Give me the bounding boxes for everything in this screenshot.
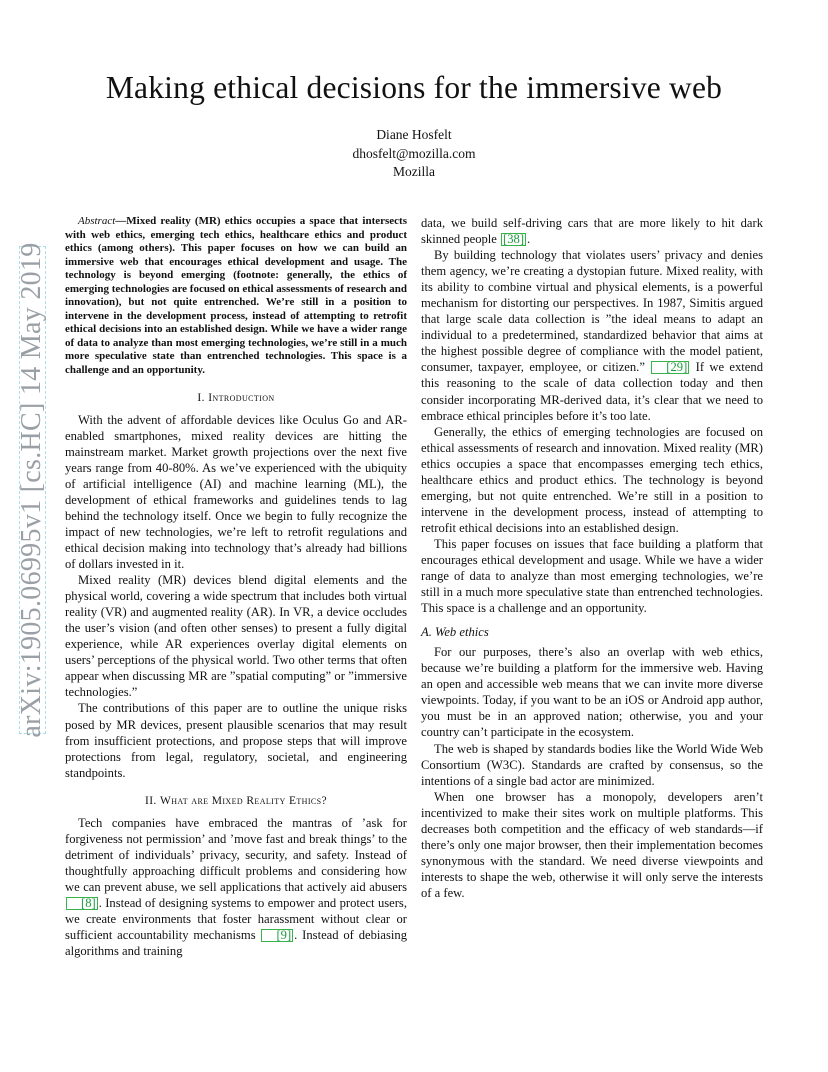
text-run: . [527, 232, 531, 247]
paragraph: Mixed reality (MR) devices blend digital elements and the physical world, covering a wide spectrum that includes both virtual reality (VR) and augmented reality (AR). In VR, a device occludes the user’s vision (and often other senses) to present a fully digital experience, while AR experiences overlay digital elements on users’ perceptions of the physical world. Two other terms that often appear when discussing MR are ”spatial computing” or ”immersive technologies.” [65, 573, 407, 700]
author-email[interactable]: dhosfelt@mozilla.com [352, 145, 476, 161]
section-number: II. [144, 794, 160, 807]
left-column [65, 215, 407, 959]
paragraph: The web is shaped by standards bodies like the World Wide Web Consortium (W3C). Standards are crafted by consensus, so the intentions of a single bad actor are minimized. [421, 741, 763, 788]
subsection-heading-web-ethics: A. Web ethics [421, 625, 489, 640]
section-number: I. [197, 391, 209, 404]
text-run: . Instead of designing systems to empower and protect users, we create environments that foster harassment without clear or sufficient accountability mechanisms [65, 895, 407, 943]
paragraph: This paper focuses on issues that face building a platform that encourages ethical development and usage. While we have a wider range of data to analyze than most emerging technologies, we’re still in a much more speculative state than entrenched technologies. This space is a challenge and an opportunity. [421, 536, 763, 616]
citation-link[interactable]: [29] [651, 361, 689, 374]
text-run: . Instead of debiasing algorithms and training [65, 928, 407, 959]
right-column [421, 215, 763, 901]
section-title: Introduction [208, 391, 275, 404]
author-block [0, 126, 828, 182]
abstract-text: —Mixed reality (MR) ethics occupies a space that intersects with web ethics, emerging tech ethics, healthcare ethics and product ethics (among others). This paper focuses on how we can build an immersive web that encourages ethical development and usage. The technology is beyond emerging (footnote: generally, the ethics of emerging technologies are focused on ethical assessments of research and innovation), but not quite entrenched. We’re still in a position to intervene in the development process, instead of attempting to retrofit ethical decisions into an established design. While we have a wider range of data to analyze than most emerging technologies, we’re still in a much more speculative state than entrenched technologies. This space is a challenge and an opportunity. [65, 215, 407, 377]
arxiv-stamp: arXiv:1905.06995v1 [cs.HC] 14 May 2019 [16, 242, 47, 738]
abstract [65, 215, 407, 378]
author-affiliation: Mozilla [393, 164, 435, 179]
paragraph-continued [421, 215, 763, 247]
paragraph: The contributions of this paper are to outline the unique risks posed by MR devices, present plausible scenarios that may result from insufficient protections, and propose steps that will improve protections from legal, regulatory, societal, and engineering standpoints. [65, 701, 407, 780]
section-heading-mr-ethics [65, 793, 407, 809]
author-name: Diane Hosfelt [376, 127, 452, 142]
section-heading-introduction [65, 390, 407, 406]
paragraph: When one browser has a monopoly, developers aren’t incentivized to make their sites work on multiple platforms. This decreases both competition and the efficacy of web standards—if there’s only one major browser, then their implementation becomes synonymous with the standard. We need diverse viewpoints and interests to shape the web, otherwise it will only serve the interests of a few. [421, 789, 763, 900]
citation-link[interactable]: [38] [503, 232, 525, 247]
paragraph: For our purposes, there’s also an overlap with web ethics, because we’re building a platform for the immersive web. Having an open and accessible web means that we can invite more diverse viewpoints. Today, if you want to be an iOS or Android app author, you must be in an approved nation; otherwise, you and your country can’t participate in the ecosystem. [421, 645, 763, 740]
text-run: Tech companies have embraced the mantras of ’ask for forgiveness not permission’ and ’move fast and break things’ to the detriment of individuals’ privacy, security, and safety. Instead of thoughtfully approaching difficult problems and considering how we can prevent abuse, we sell applications that actively aid abusers [65, 815, 407, 894]
paragraph [421, 247, 763, 424]
text-run: By building technology that violates users’ privacy and denies them agency, we’re creating a dystopian future. Mixed reality, with its ability to combine virtual and physical elements, is a powerful mechanism for distorting our perspectives. In 1987, Simitis argued that large scale data collection is ”the ideal means to adapt an individual to a predetermined, standardized behavior that aims at the highest possible degree of compliance with the model patient, consumer, taxpayer, employee, or citizen.” [421, 248, 763, 375]
paragraph: With the advent of affordable devices like Oculus Go and AR-enabled smartphones, mixed reality devices are hitting the mainstream market. Market growth projections over the next five years range from 40-80%. As we’ve experienced with the ubiquity of artificial intelligence (AI) and machine learning (ML), the development of ethical frameworks and guidelines tends to lag behind the technology itself. Once we begin to fully recognize the impact of new technologies, we’re left to retrofit regulations and ethical decision making into technology that’s already had billions of dollars invested in it. [65, 412, 407, 572]
text-run: data, we build self-driving cars that are more likely to hit dark skinned people [421, 216, 763, 247]
citation-link[interactable]: [9] [261, 929, 293, 942]
section-title: What are Mixed Reality Ethics? [159, 794, 328, 807]
abstract-lead: Abstract [78, 215, 116, 227]
paragraph [65, 815, 407, 959]
text-run: If we extend this reasoning to the scale of data collection today and then consider incorporating MR-derived data, it’s clear that we need to embrace ethical principles before it’s too late. [421, 360, 763, 423]
paragraph: Generally, the ethics of emerging technologies are focused on ethical assessments of research and innovation. Mixed reality (MR) ethics occupies a space that encompasses emerging tech ethics, healthcare ethics and product ethics. The technology is beyond emerging, but not quite entrenched. We’re still in a position to intervene in the development process, instead of attempting to retrofit ethical decisions into an established design. [421, 424, 763, 535]
paper-title: Making ethical decisions for the immersive web [105, 70, 723, 105]
citation-link[interactable]: [8] [66, 897, 98, 910]
